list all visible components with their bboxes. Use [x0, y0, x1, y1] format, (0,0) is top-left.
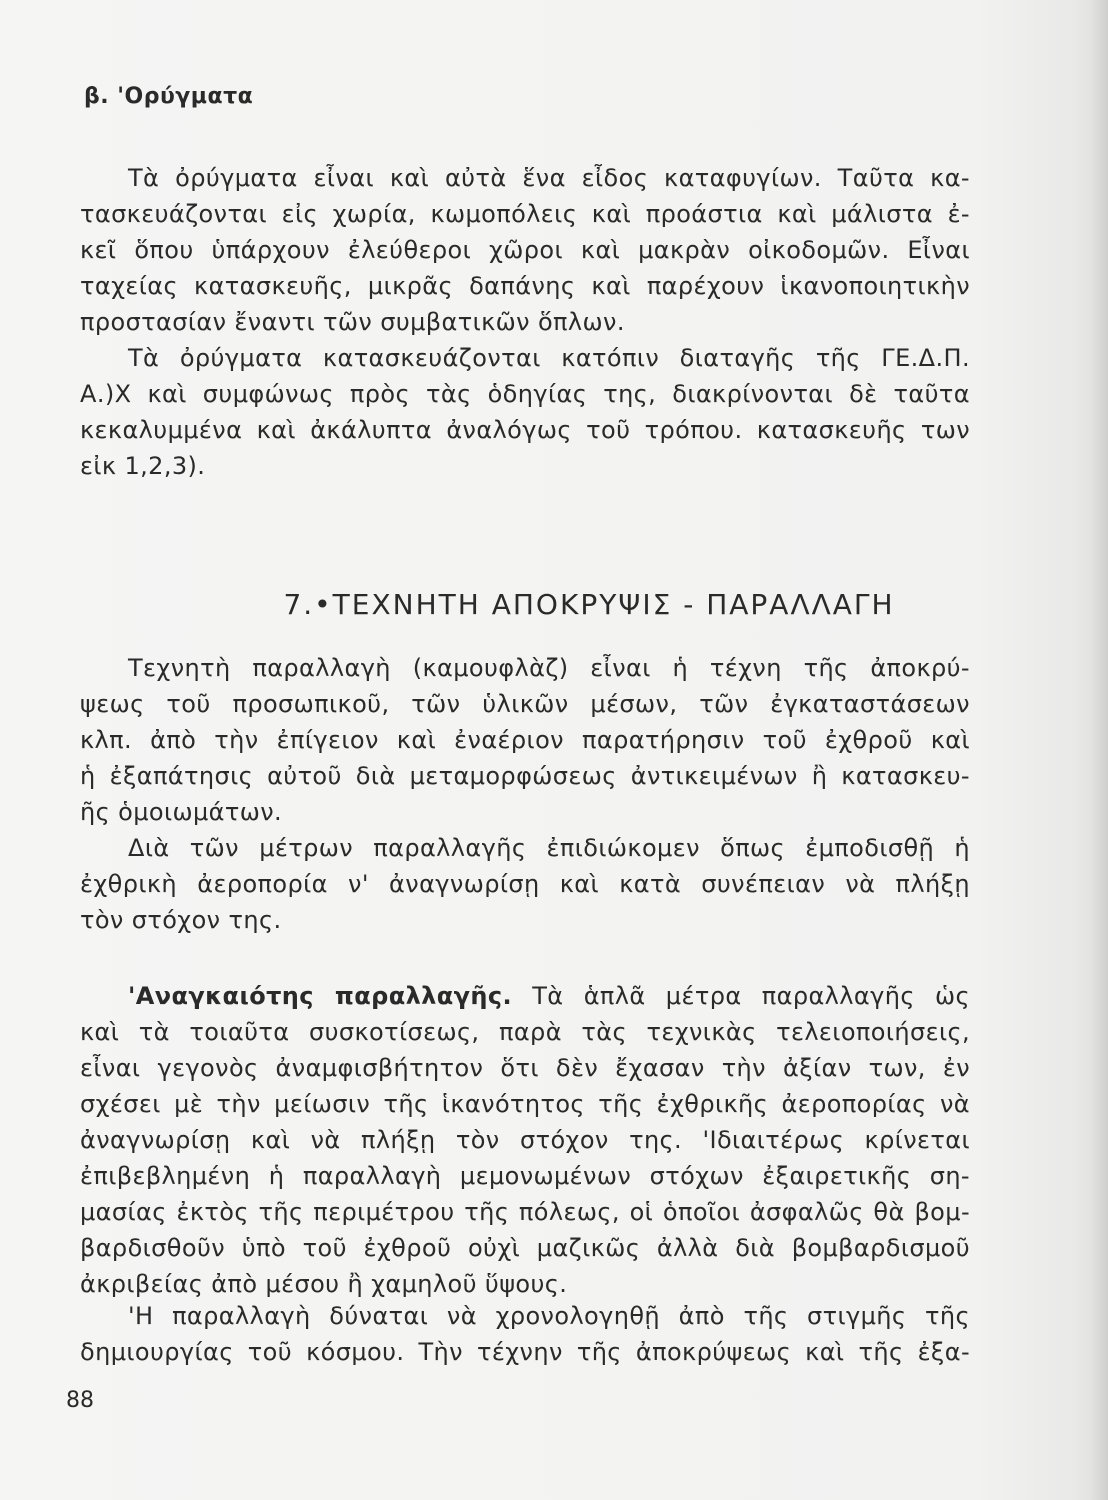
text-line: ἀναγνωρίσῃ καὶ νὰ πλήξῃ τὸν στόχον της. 'Ιδιαιτέρως κρίνεται: [80, 1126, 970, 1154]
text-line: ἐπιβεβλημένη ἡ παραλλαγὴ μεμονωμένων στόχων ἐξαιρετικῆς ση-: [80, 1162, 970, 1190]
text-line: ῆς ὁμοιωμάτων.: [80, 798, 283, 826]
text-line: κεκαλυμμένα καὶ ἀκάλυπτα ἀναλόγως τοῦ τρόπου. κατασκευῆς των: [80, 416, 970, 444]
text-line: Διὰ τῶν μέτρων παραλλαγῆς ἐπιδιώκομεν ὅπως ἐμποδισθῇ ἡ: [128, 834, 970, 862]
text-line: 'Η παραλλαγὴ δύναται νὰ χρονολογηθῇ ἀπὸ τῆς στιγμῆς τῆς: [128, 1302, 970, 1330]
text-line: [80, 978, 970, 1014]
paragraph-4: [80, 830, 970, 938]
text-line: τασκευάζονται εἰς χωρία, κωμοπόλεις καὶ προάστια καὶ μάλιστα ἐ-: [80, 200, 970, 228]
section-heading: β. 'Ορύγματα: [84, 84, 254, 109]
text-line: εἰκ 1,2,3).: [80, 452, 206, 480]
text-line: δημιουργίας τοῦ κόσμου. Τὴν τέχνην τῆς ἀποκρύψεως καὶ τῆς ἐξα-: [80, 1338, 970, 1366]
text-line: καὶ τὰ τοιαῦτα συσκοτίσεως, παρὰ τὰς τεχνικὰς τελειοποιήσεις,: [80, 1018, 970, 1046]
text-line: κλπ. ἀπὸ τὴν ἐπίγειον καὶ ἐναέριον παρατήρησιν τοῦ ἐχθροῦ καὶ: [80, 726, 970, 754]
text-line: Α.)Χ καὶ συμφώνως πρὸς τὰς ὁδηγίας της, διακρίνονται δὲ ταῦτα: [80, 380, 970, 408]
text-line: ψεως τοῦ προσωπικοῦ, τῶν ὑλικῶν μέσων, τῶν ἐγκαταστάσεων: [80, 690, 970, 718]
text-line: προστασίαν ἔναντι τῶν συμβατικῶν ὅπλων.: [80, 308, 625, 336]
text-line-rest: Τὰ ἁπλᾶ μέτρα παραλλαγῆς ὡς: [532, 982, 970, 1010]
paragraph-lead: 'Αναγκαιότης παραλλαγῆς.: [128, 982, 513, 1010]
text-line: ἐχθρικὴ ἀεροπορία ν' ἀναγνωρίσῃ καὶ κατὰ συνέπειαν νὰ πλήξῃ: [80, 870, 970, 898]
chapter-title: 7.•ΤΕΧΝΗΤΗ ΑΠΟΚΡΥΨΙΣ - ΠΑΡΑΛΛΑΓΗ: [283, 588, 895, 621]
text-line: βαρδισθοῦν ὑπὸ τοῦ ἐχθροῦ οὐχὶ μαζικῶς ἀλλὰ διὰ βομβαρδισμοῦ: [80, 1234, 970, 1262]
paragraph-5: [80, 978, 970, 1302]
paragraph-3: [80, 650, 970, 830]
text-line: μασίας ἐκτὸς τῆς περιμέτρου τῆς πόλεως, οἱ ὁποῖοι ἀσφαλῶς θὰ βομ-: [80, 1198, 970, 1226]
text-line: ἀκριβείας ἀπὸ μέσου ἢ χαμηλοῦ ὕψους.: [80, 1270, 568, 1298]
paragraph-2: [80, 340, 970, 484]
text-line: Τὰ ὀρύγματα κατασκευάζονται κατόπιν διαταγῆς τῆς ΓΕ.Δ.Π.: [128, 344, 970, 372]
text-line: κεῖ ὅπου ὑπάρχουν ἐλεύθεροι χῶροι καὶ μακρὰν οἰκοδομῶν. Εἶναι: [80, 236, 970, 264]
text-line: ταχείας κατασκευῆς, μικρᾶς δαπάνης καὶ παρέχουν ἱκανοποιητικὴν: [80, 272, 970, 300]
text-line: τὸν στόχον της.: [80, 906, 282, 934]
paragraph-1: [80, 160, 970, 340]
paragraph-6: [80, 1298, 970, 1370]
text-line: ἡ ἐξαπάτησις αὐτοῦ διὰ μεταμορφώσεως ἀντικειμένων ἢ κατασκευ-: [80, 762, 970, 790]
text-line: Τὰ ὀρύγματα εἶναι καὶ αὐτὰ ἕνα εἶδος καταφυγίων. Ταῦτα κα-: [128, 164, 970, 192]
text-line: Τεχνητὴ παραλλαγὴ (καμουφλὰζ) εἶναι ἡ τέχνη τῆς ἀποκρύ-: [128, 654, 970, 682]
page-number: 88: [66, 1388, 94, 1413]
page-edge-shadow: [1090, 0, 1108, 1500]
text-line: σχέσει μὲ τὴν μείωσιν τῆς ἱκανότητος τῆς ἐχθρικῆς ἀεροπορίας νὰ: [80, 1090, 970, 1118]
text-line: εἶναι γεγονὸς ἀναμφισβήτητον ὅτι δὲν ἔχασαν τὴν ἀξίαν των, ἐν: [80, 1054, 970, 1082]
